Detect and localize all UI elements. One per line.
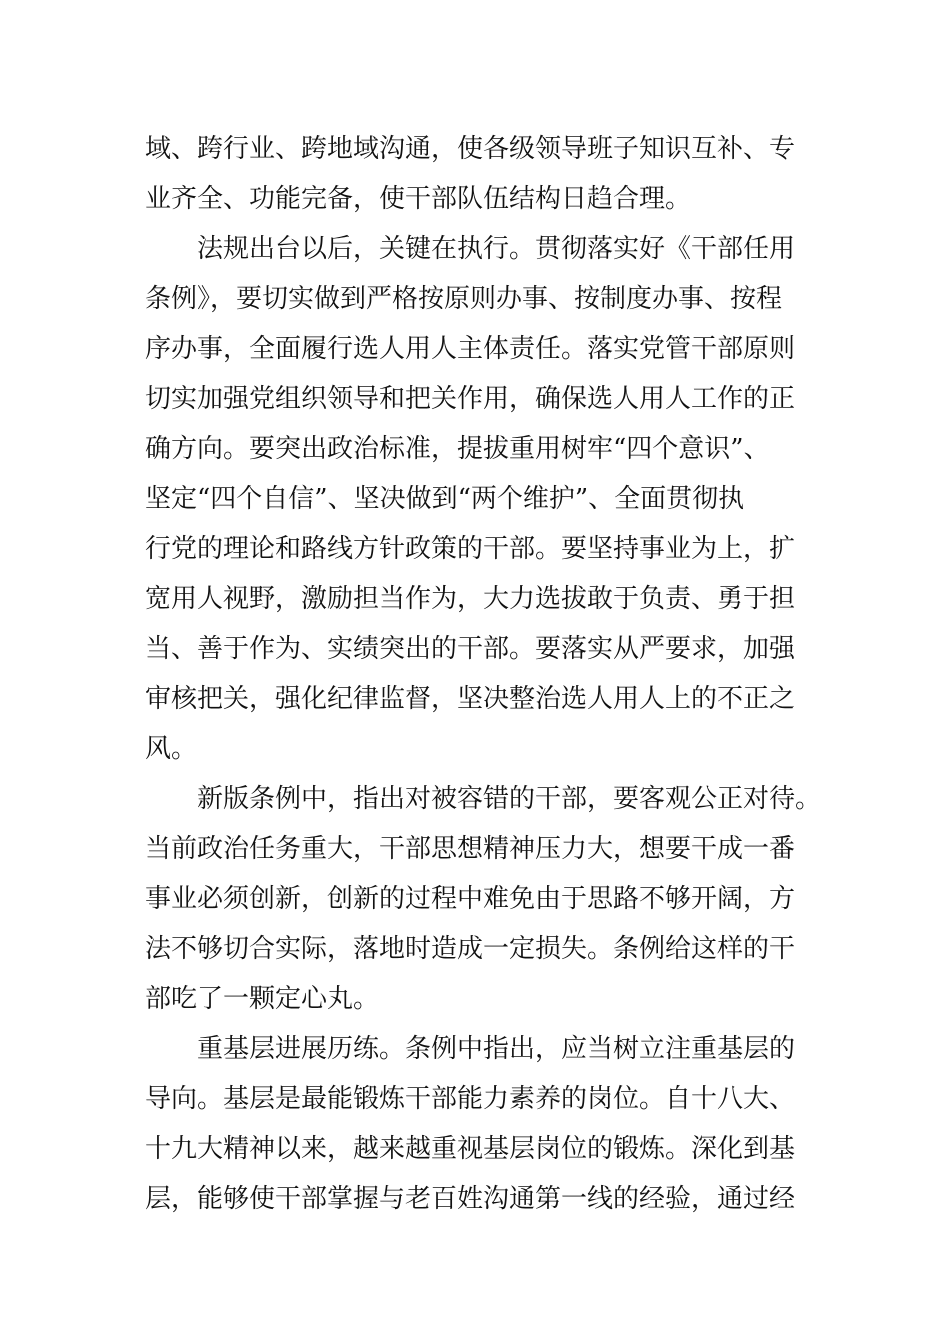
text-line: 风。 (145, 734, 198, 764)
text-line: 域、跨行业、跨地域沟通，使各级领导班子知识互补、专 (145, 134, 796, 164)
text-line: 当、善于作为、实绩突出的干部。要落实从严要求，加强 (145, 634, 796, 664)
text-line: 部吃了一颗定心丸。 (145, 984, 380, 1014)
text-line: 业齐全、功能完备，使干部队伍结构日趋合理。 (145, 184, 692, 214)
text-line: 重基层进展历练。条例中指出，应当树立注重基层的 (197, 1034, 796, 1064)
text-line: 切实加强党组织领导和把关作用，确保选人用人工作的正 (145, 384, 796, 414)
body-text (145, 124, 825, 1224)
text-line: 行党的理论和路线方针政策的干部。要坚持事业为上，扩 (145, 534, 796, 564)
text-line: 法不够切合实际，落地时造成一定损失。条例给这样的干 (145, 934, 796, 964)
text-line: 审核把关，强化纪律监督，坚决整治选人用人上的不正之 (145, 684, 796, 714)
text-line: 法规出台以后，关键在执行。贯彻落实好《干部任用 (197, 234, 796, 264)
text-line: 宽用人视野，激励担当作为，大力选拔敢于负责、勇于担 (145, 584, 796, 614)
text-line: 当前政治任务重大，干部思想精神压力大，想要干成一番 (145, 834, 796, 864)
text-line: 条例》，要切实做到严格按原则办事、按制度办事、按程 (145, 284, 783, 314)
text-line: 导向。基层是最能锻炼干部能力素养的岗位。自十八大、 (145, 1084, 796, 1114)
text-line: 十九大精神以来，越来越重视基层岗位的锻炼。深化到基 (145, 1134, 796, 1164)
text-line: 事业必须创新，创新的过程中难免由于思路不够开阔，方 (145, 884, 796, 914)
text-line: 新版条例中，指出对被容错的干部，要客观公正对待。 (197, 784, 822, 814)
text-line: 坚定“四个自信”、坚决做到“两个维护”、全面贯彻执 (145, 484, 745, 514)
text-line: 确方向。要突出政治标准，提拔重用树牢“四个意识”、 (145, 434, 770, 464)
text-line: 层，能够使干部掌握与老百姓沟通第一线的经验，通过经 (145, 1184, 796, 1214)
text-line: 序办事，全面履行选人用人主体责任。落实党管干部原则 (145, 334, 796, 364)
